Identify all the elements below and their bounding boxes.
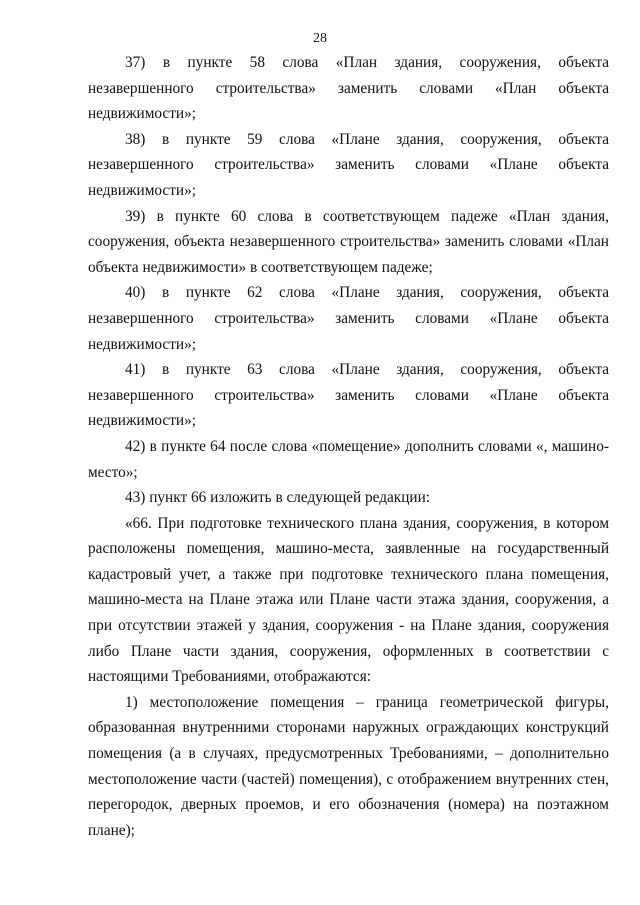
paragraph-66-quote: «66. При подготовке технического плана здания, сооружения, в котором расположены помещения, машино-места, заявленные на государственный кадастровый учет, а также при подготовке технического плана помещения, машино-места на Плане этажа или Плане части этажа здания, сооружения, а при отсутствии этажей у здания, сооружения - на Плане здания, сооружения либо Плане части здания, сооружения, оформленных в соответствии с настоящими Требованиями, отображаются: (88, 514, 609, 686)
paragraph-66-item-1: 1) местоположение помещения – граница геометрической фигуры, образованная внутренними сторонами наружных ограждающих конструкций помещения (а в случаях, предусмотренных Требованиями, – дополнительно местоположение части (частей) помещения), с отображением внутренних стен, перегородок, дверных проемов, и его обозначения (номера) на поэтажном плане); (88, 693, 609, 839)
paragraph-40: 40) в пункте 62 слова «Плане здания, сооружения, объекта незавершенного строительства» заменить словами «Плане объекта недвижимости»; (88, 284, 609, 353)
paragraph-38: 38) в пункте 59 слова «Плане здания, сооружения, объекта незавершенного строительства» заменить словами «Плане объекта недвижимости»; (88, 130, 609, 199)
document-body (88, 50, 609, 843)
paragraph-43: 43) пункт 66 изложить в следующей редакции: (125, 489, 431, 507)
paragraph-37: 37) в пункте 58 слова «План здания, сооружения, объекта незавершенного строительства» заменить словами «План объекта недвижимости»; (88, 54, 609, 123)
paragraph-41: 41) в пункте 63 слова «Плане здания, сооружения, объекта незавершенного строительства» заменить словами «Плане объекта недвижимости»; (88, 361, 609, 430)
paragraph-39: 39) в пункте 60 слова в соответствующем падеже «План здания, сооружения, объекта незавершенного строительства» заменить словами «План объекта недвижимости» в соответствующем падеже; (88, 207, 609, 276)
paragraph-42: 42) в пункте 64 после слова «помещение» дополнить словами «, машино-место»; (88, 437, 609, 481)
page-number: 28 (313, 31, 327, 46)
